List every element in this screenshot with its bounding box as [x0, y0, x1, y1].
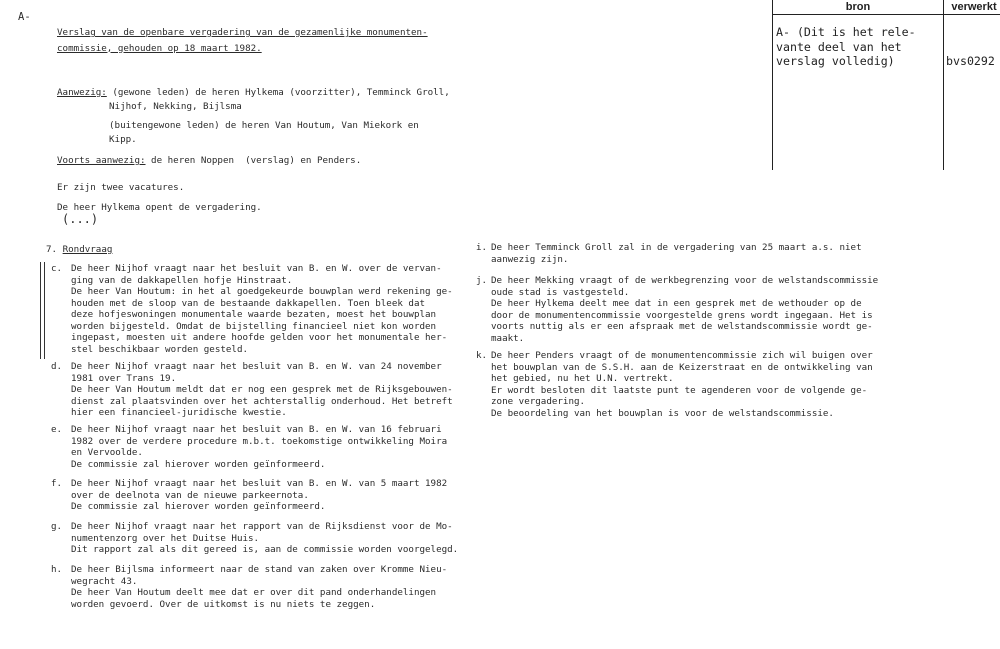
- source-table: [772, 0, 1000, 170]
- item-line: De heer Nijhof vraagt naar het besluit van B. en W. van 24 november: [71, 361, 442, 372]
- item-line: voorts nuttig als er een afspraak met de welstandscommissie wordt ge-: [491, 321, 873, 332]
- item-line: houden met de sloop van de bestaande dakkapellen. Toen bleek dat: [71, 297, 426, 309]
- item-letter: j.: [476, 275, 488, 286]
- item-line: wegracht 43.: [71, 575, 138, 587]
- vacancies-line: Er zijn twee vacatures.: [57, 182, 185, 193]
- item-line: 1981 over Trans 19.: [71, 372, 177, 384]
- item-letter: g.: [51, 521, 63, 532]
- also-present-line: de heren Noppen (verslag) en Penders.: [145, 155, 362, 166]
- item-letter: h.: [51, 564, 63, 575]
- item-letter: i.: [476, 242, 488, 253]
- item-line: De commissie zal hierover worden geïnformeerd.: [71, 458, 326, 470]
- also-present-label: Voorts aanwezig:: [57, 155, 146, 166]
- item-line: De heer Nijhof vraagt naar het rapport van de Rijksdienst voor de Mo-: [71, 521, 453, 532]
- item-line: De heer Hylkema deelt mee dat in een gesprek met de wethouder op de: [491, 298, 862, 309]
- item-line: door de monumentencommissie voorgestelde grens wordt ingegaan. Het is: [491, 309, 873, 321]
- item-line: stel beschikbaar worden gesteld.: [71, 343, 249, 355]
- table-border: [943, 0, 944, 170]
- source-note: [776, 25, 916, 69]
- item-line: Er wordt besloten dit laatste punt te agenderen voor de volgende ge-: [491, 384, 868, 396]
- opening-line: De heer Hylkema opent de vergadering.: [57, 202, 262, 213]
- item-line: het gebied, nu het U.N. vertrekt.: [491, 373, 674, 384]
- item-line: over de deelnota van de nieuwe parkeernota.: [71, 489, 309, 501]
- item-line: De heer Nijhof vraagt naar het besluit van B. en W. van 16 februari: [71, 424, 442, 435]
- document-title: [57, 27, 428, 54]
- section-heading: [46, 244, 112, 256]
- present-line: (gewone leden) de heren Hylkema (voorzitter), Temminck Groll,: [106, 87, 450, 98]
- column-header-processed: verwerkt: [951, 1, 997, 13]
- item-line: De heer Temminck Groll zal in de vergadering van 25 maart a.s. niet: [491, 242, 862, 253]
- source-note-line: verslag volledig): [776, 54, 895, 68]
- item-line: ging van de dakkapellen hofje Hinstraat.: [71, 274, 293, 286]
- title-line: Verslag van de openbare vergadering van de gezamenlijke monumenten-: [57, 27, 428, 38]
- item-line: Dit rapport zal als dit gereed is, aan de commissie worden voorgelegd.: [71, 544, 459, 555]
- ellipsis: (...): [62, 212, 99, 226]
- item-line: De heer Van Houtum deelt mee dat er over dit pand onderhandelingen: [71, 587, 437, 598]
- attendance-block: [57, 87, 450, 167]
- item-line: het bouwplan van de S.S.H. aan de Keizerstraat en de ontwikkeling van: [491, 361, 873, 373]
- item-line: De heer Nijhof vraagt naar het besluit van B. en W. over de vervan-: [71, 263, 442, 274]
- item-line: De heer Penders vraagt of de monumentencommissie zich wil buigen over: [491, 350, 873, 361]
- present-line: Nijhof, Nekking, Bijlsma: [109, 100, 242, 112]
- margin-label: A-: [18, 11, 31, 23]
- present-label: Aanwezig:: [57, 87, 107, 98]
- item-line: De heer Van Houtum: in het al goedgekeurde bouwplan werd rekening ge-: [71, 286, 453, 297]
- item-letter: k.: [476, 350, 488, 361]
- item-line: maakt.: [491, 332, 525, 344]
- section-number: 7.: [46, 244, 63, 255]
- title-line: commissie, gehouden op 18 maart 1982.: [57, 42, 262, 54]
- item-line: De heer Van Houtum meldt dat er nog een gesprek met de Rijksgebouwen-: [71, 384, 453, 395]
- item-line: ingepast, moesten uit andere hoofde gelden voor het monumentale her-: [71, 332, 448, 343]
- item-line: dienst zal plaatsvinden over het achterstallig onderhoud. Het betreft: [71, 395, 453, 407]
- extraordinary-line: Kipp.: [109, 133, 137, 145]
- item-line: De heer Mekking vraagt of de werkbegrenzing voor de welstandscommissie: [491, 275, 879, 286]
- item-letter: f.: [51, 478, 63, 489]
- column-header-source: bron: [845, 1, 871, 13]
- margin-marker: [44, 262, 45, 359]
- item-line: De beoordeling van het bouwplan is voor de welstandscommissie.: [491, 407, 834, 419]
- item-line: De heer Bijlsma informeert naar de stand van zaken over Kromme Nieu-: [71, 564, 448, 575]
- extraordinary-line: (buitengewone leden) de heren Van Houtum, Van Miekork en: [109, 120, 419, 131]
- item-line: zone vergadering.: [491, 396, 586, 407]
- item-line: hier een financieel-juridische kwestie.: [71, 407, 287, 418]
- table-border: [772, 14, 1000, 15]
- item-letter: e.: [51, 424, 63, 435]
- item-line: en Vervoolde.: [71, 447, 143, 458]
- item-line: De commissie zal hierover worden geïnformeerd.: [71, 501, 326, 512]
- item-line: worden bijgesteld. Omdat de bijstelling financieel niet kon worden: [71, 320, 437, 332]
- item-line: De heer Nijhof vraagt naar het besluit van B. en W. van 5 maart 1982: [71, 478, 448, 489]
- source-note-line: A- (Dit is het rele-: [776, 25, 916, 39]
- item-line: deze hofjeswoningen monumentale waarde bezaten, moest het bouwplan: [71, 309, 437, 320]
- margin-marker: [40, 262, 41, 359]
- item-letter: c.: [51, 263, 63, 274]
- item-line: aanwezig zijn.: [491, 253, 569, 265]
- source-note-line: vante deel van het: [776, 39, 902, 54]
- table-border: [772, 0, 773, 170]
- processed-code: bvs0292: [946, 54, 995, 68]
- item-line: oude stad is vastgesteld.: [491, 286, 630, 298]
- section-title: Rondvraag: [62, 244, 113, 255]
- item-line: numentenzorg over het Duitse Huis.: [71, 532, 260, 544]
- item-line: worden gevoerd. Over de uitkomst is nu niets te zeggen.: [71, 598, 376, 610]
- item-letter: d.: [51, 361, 63, 372]
- item-line: 1982 over de verdere procedure m.b.t. toekomstige ontwikkeling Moira: [71, 435, 448, 447]
